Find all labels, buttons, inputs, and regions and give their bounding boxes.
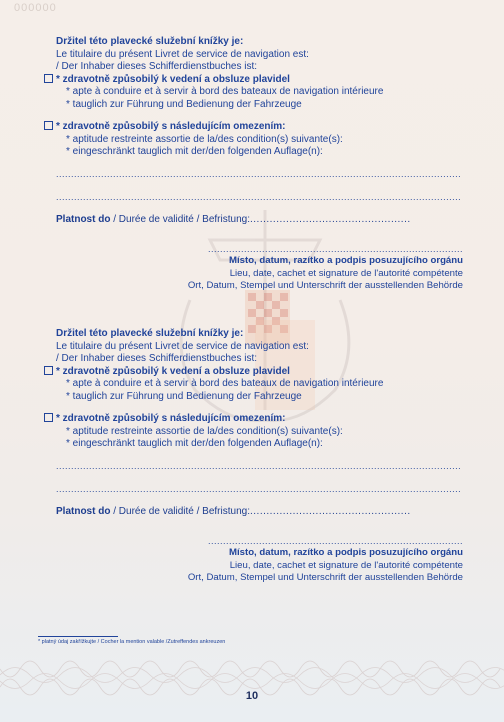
option-restricted-cs: * zdravotně způsobilý s následujícím omezením:	[56, 121, 466, 134]
signature-label-de: Ort, Datum, Stempel und Unterschrift der ausstellenden Behörde	[187, 280, 463, 291]
signature-label-fr: Lieu, date, cachet et signature de l'autorité compétente	[229, 559, 463, 571]
validity-field[interactable]: .................................................	[249, 213, 411, 225]
footnote: * platný údaj zakřížkujte / Cocher la mention valable /Zutreffendes ankreuzen	[38, 639, 226, 645]
validity-label: Platnost do	[56, 213, 111, 225]
signature-block-1	[160, 244, 463, 293]
health-section-2	[56, 328, 466, 518]
signature-label-cs: Místo, datum, razítko a podpis posuzujícího orgánu	[229, 255, 463, 266]
validity-row	[56, 506, 466, 518]
signature-label-fr: Lieu, date, cachet et signature de l'autorité compétente	[229, 267, 463, 279]
option-fit-de: * tauglich zur Führung und Bedienung der Fahrzeuge	[66, 390, 302, 402]
holder-heading-cs: Držitel této plavecké služební knížky je:	[56, 36, 244, 47]
option-restricted-de: * eingeschränkt tauglich mit der/den folgenden Auflage(n):	[66, 146, 323, 157]
restriction-field-2[interactable]: .......................................................................................................................................	[56, 191, 462, 202]
restriction-field-1[interactable]: .......................................................................................................................................	[56, 168, 462, 179]
serial-number: 000000	[14, 2, 57, 14]
validity-field[interactable]: .................................................	[249, 505, 411, 517]
validity-label-translations: / Durée de validité / Befristung:	[110, 213, 250, 225]
page-number: 10	[245, 690, 259, 702]
holder-heading-fr: Le titulaire du présent Livret de service de navigation est:	[56, 340, 309, 352]
restriction-field-2[interactable]: .......................................................................................................................................	[56, 483, 462, 494]
option-fit-cs: * zdravotně způsobilý k vedení a obsluze plavidel	[56, 366, 466, 379]
health-section-1	[56, 36, 466, 226]
option-restricted-fr: * aptitude restreinte assortie de la/des condition(s) suivante(s):	[66, 133, 343, 145]
option-restricted-fr: * aptitude restreinte assortie de la/des condition(s) suivante(s):	[66, 425, 343, 437]
holder-heading-de: / Der Inhaber dieses Schifferdienstbuches ist:	[56, 353, 258, 364]
checkbox-fit[interactable]	[44, 366, 53, 375]
signature-label-cs: Místo, datum, razítko a podpis posuzujícího orgánu	[229, 547, 463, 558]
validity-label-translations: / Durée de validité / Befristung:	[110, 505, 250, 517]
restriction-field-1[interactable]: .......................................................................................................................................	[56, 460, 462, 471]
validity-label: Platnost do	[56, 505, 111, 517]
option-fit-fr: * apte à conduire et à servir à bord des bateaux de navigation intérieure	[66, 378, 384, 389]
option-fit-cs: * zdravotně způsobilý k vedení a obsluze plavidel	[56, 74, 466, 87]
signature-label-de: Ort, Datum, Stempel und Unterschrift der ausstellenden Behörde	[187, 572, 463, 583]
signature-field-2[interactable]: .....................................................................................	[207, 536, 463, 546]
option-restricted-de: * eingeschränkt tauglich mit der/den folgenden Auflage(n):	[66, 438, 323, 449]
holder-heading-fr: Le titulaire du présent Livret de service de navigation est:	[56, 48, 309, 60]
checkbox-restricted[interactable]	[44, 121, 53, 130]
holder-heading-de: / Der Inhaber dieses Schifferdienstbuches ist:	[56, 61, 258, 72]
option-fit-de: * tauglich zur Führung und Bedienung der Fahrzeuge	[66, 98, 302, 110]
option-restricted-cs: * zdravotně způsobilý s následujícím omezením:	[56, 413, 466, 426]
checkbox-fit[interactable]	[44, 74, 53, 83]
signature-block-2	[160, 536, 463, 585]
validity-row	[56, 214, 466, 226]
signature-field-1[interactable]: .....................................................................................	[207, 244, 463, 254]
checkbox-restricted[interactable]	[44, 413, 53, 422]
holder-heading-cs: Držitel této plavecké služební knížky je:	[56, 328, 244, 339]
option-fit-fr: * apte à conduire et à servir à bord des bateaux de navigation intérieure	[66, 86, 384, 97]
footnote-divider	[38, 636, 118, 637]
